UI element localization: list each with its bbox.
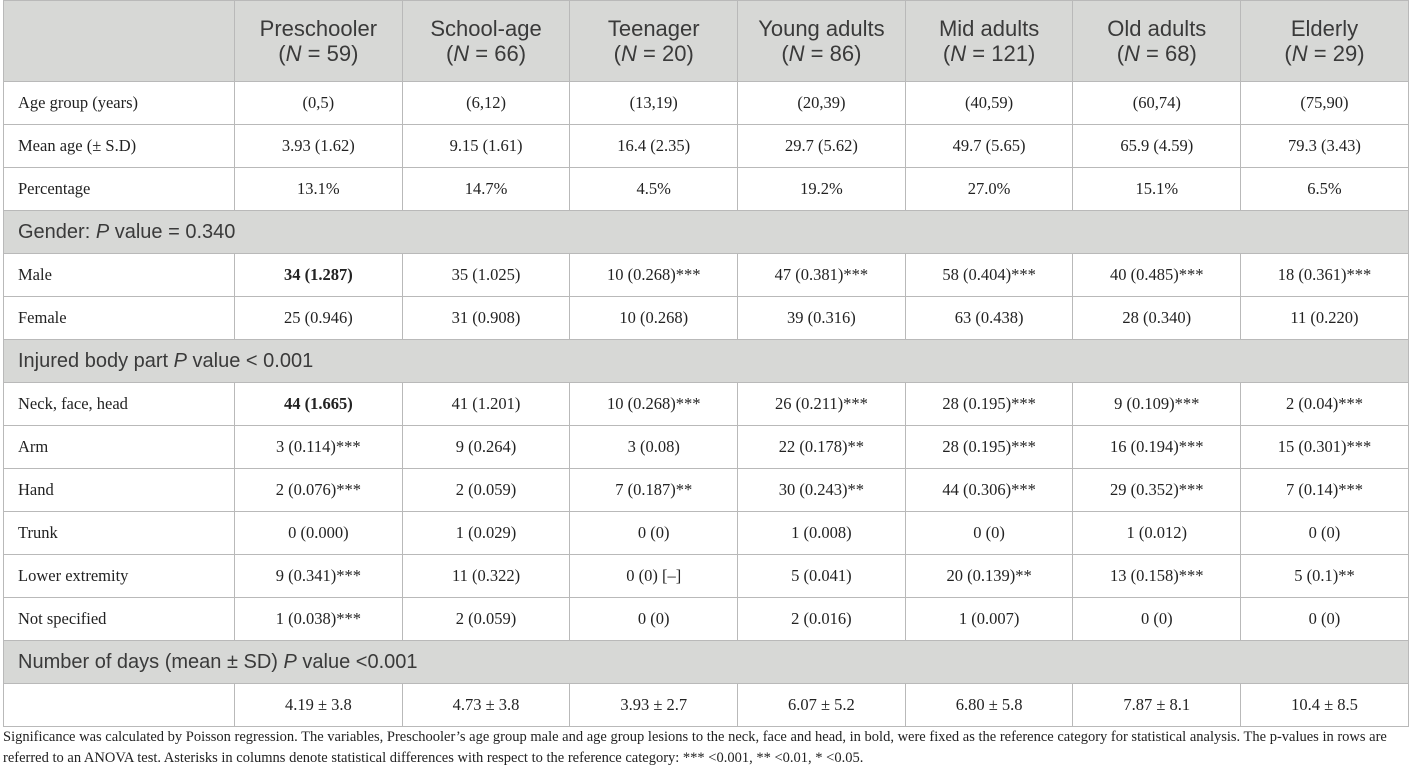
table-cell: 79.3 (3.43) (1241, 125, 1409, 168)
table-cell: 4.5% (570, 168, 738, 211)
table-cell: 6.80 ± 5.8 (905, 684, 1073, 727)
table-cell: 6.07 ± 5.2 (738, 684, 906, 727)
table-cell: 11 (0.220) (1241, 297, 1409, 340)
table-cell: (60,74) (1073, 82, 1241, 125)
table-cell: 13 (0.158)*** (1073, 555, 1241, 598)
n-symbol: N (1124, 41, 1140, 66)
row-label: Female (4, 297, 235, 340)
column-count: 29 (1332, 41, 1358, 66)
header-corner (4, 1, 235, 82)
equals-sign: = (1139, 41, 1166, 66)
p-value: value < 0.001 (187, 349, 314, 372)
table-cell: 0 (0) [–] (570, 555, 738, 598)
table-cell: 4.73 ± 3.8 (402, 684, 570, 727)
table-cell: 58 (0.404)*** (905, 254, 1073, 297)
equals-sign: = (301, 41, 327, 66)
section-header (4, 211, 1409, 254)
footnote: Significance was calculated by Poisson regression. The variables, Preschooler’s age group male and age group lesions to the neck, face and head, in bold, were fixed as the reference category for statistical analysis. The p-values in rows are referred to an ANOVA test. Asterisks in columns denote statistical differences with respect to the reference category: *** <0.001, ** <0.01, * <0.05. (3, 729, 1387, 766)
table-cell: 28 (0.340) (1073, 297, 1241, 340)
table-cell: 5 (0.1)** (1241, 555, 1409, 598)
column-header: Young adults (N = 86) (738, 1, 906, 82)
table-cell: 14.7% (402, 168, 570, 211)
table-cell: 30 (0.243)** (738, 469, 906, 512)
table-cell: 7.87 ± 8.1 (1073, 684, 1241, 727)
table-cell: 10 (0.268) (570, 297, 738, 340)
n-symbol: N (950, 41, 967, 66)
section-header-row (4, 641, 1409, 684)
table-cell: 4.19 ± 3.8 (235, 684, 403, 727)
table-cell: 25 (0.946) (235, 297, 403, 340)
equals-sign: = (804, 41, 830, 66)
table-cell: 16.4 (2.35) (570, 125, 738, 168)
column-header: Preschooler (N = 59) (235, 1, 403, 82)
table-cell: 2 (0.04)*** (1241, 383, 1409, 426)
table-cell: 7 (0.187)** (570, 469, 738, 512)
column-header: Teenager (N = 20) (570, 1, 738, 82)
table-row (4, 469, 1409, 512)
table-row (4, 598, 1409, 641)
table-cell: 1 (0.012) (1073, 512, 1241, 555)
equals-sign: = (966, 41, 992, 66)
table-cell: 6.5% (1241, 168, 1409, 211)
table-cell: 2 (0.059) (402, 469, 570, 512)
table-row (4, 168, 1409, 211)
table-cell: 65.9 (4.59) (1073, 125, 1241, 168)
row-label: Lower extremity (4, 555, 235, 598)
column-name: Elderly (1290, 16, 1359, 41)
table-cell: 3 (0.114)*** (235, 426, 403, 469)
table-cell: 0 (0) (570, 512, 738, 555)
column-count: 20 (661, 41, 687, 66)
section-header (4, 340, 1409, 383)
table-cell: 2 (0.016) (738, 598, 906, 641)
column-count: 86 (829, 41, 855, 66)
reference-value: 34 (1.287) (283, 265, 353, 284)
table-row (4, 555, 1409, 598)
table-cell: 0 (0) (1073, 598, 1241, 641)
n-symbol: N (285, 41, 302, 66)
table-cell: (75,90) (1241, 82, 1409, 125)
table-row (4, 82, 1409, 125)
section-header-row (4, 340, 1409, 383)
table-cell: 9 (0.264) (402, 426, 570, 469)
table-cell: 22 (0.178)** (738, 426, 906, 469)
table-cell: 0 (0.000) (235, 512, 403, 555)
row-label: Hand (4, 469, 235, 512)
p-symbol: P (95, 220, 110, 243)
table-row (4, 254, 1409, 297)
p-symbol: P (173, 349, 187, 372)
data-table (3, 0, 1409, 727)
table-cell: 63 (0.438) (905, 297, 1073, 340)
table-cell: 11 (0.322) (402, 555, 570, 598)
table-cell: 26 (0.211)*** (738, 383, 906, 426)
table-cell: 1 (0.038)*** (235, 598, 403, 641)
table-cell: 7 (0.14)*** (1241, 469, 1409, 512)
section-header (4, 641, 1409, 684)
table-cell: 3.93 (1.62) (235, 125, 403, 168)
table-cell: 39 (0.316) (738, 297, 906, 340)
table-body (4, 82, 1409, 727)
table-cell: 20 (0.139)** (905, 555, 1073, 598)
row-label: Age group (years) (4, 82, 235, 125)
table-cell: 35 (1.025) (402, 254, 570, 297)
p-value: value = 0.340 (109, 220, 236, 243)
table-cell: 2 (0.076)*** (235, 469, 403, 512)
section-title: Gender: (18, 220, 96, 243)
column-name: Preschooler (259, 16, 378, 41)
column-header: Elderly (N = 29) (1241, 1, 1409, 82)
table-row (4, 383, 1409, 426)
table-row (4, 684, 1409, 727)
reference-value: 44 (1.665) (283, 394, 353, 413)
table-cell: 28 (0.195)*** (905, 426, 1073, 469)
row-label: Not specified (4, 598, 235, 641)
table-cell: 1 (0.008) (738, 512, 906, 555)
table-cell: (20,39) (738, 82, 906, 125)
table-cell: 0 (0) (570, 598, 738, 641)
table-cell: 41 (1.201) (402, 383, 570, 426)
row-label: Neck, face, head (4, 383, 235, 426)
n-symbol: N (453, 41, 470, 66)
table-cell: 9 (0.341)*** (235, 555, 403, 598)
row-label: Arm (4, 426, 235, 469)
table-cell: 10 (0.268)*** (570, 383, 738, 426)
n-symbol: N (1291, 41, 1308, 66)
table-cell: 15.1% (1073, 168, 1241, 211)
table-cell: 29.7 (5.62) (738, 125, 906, 168)
row-label: Percentage (4, 168, 235, 211)
equals-sign: = (469, 41, 495, 66)
row-label: Mean age (± S.D) (4, 125, 235, 168)
table-cell: (13,19) (570, 82, 738, 125)
table-cell: 40 (0.485)*** (1073, 254, 1241, 297)
table-row (4, 125, 1409, 168)
equals-sign: = (1307, 41, 1333, 66)
column-name: Teenager (607, 16, 700, 41)
table-cell: 47 (0.381)*** (738, 254, 906, 297)
n-symbol: N (620, 41, 637, 66)
table-cell: (40,59) (905, 82, 1073, 125)
row-label (4, 684, 235, 727)
table-cell: 44 (0.306)*** (905, 469, 1073, 512)
column-header: Old adults (N = 68) (1073, 1, 1241, 82)
table-cell: 1 (0.029) (402, 512, 570, 555)
table-cell: 28 (0.195)*** (905, 383, 1073, 426)
table-cell: 19.2% (738, 168, 906, 211)
column-header: Mid adults (N = 121) (905, 1, 1073, 82)
table-cell: 9.15 (1.61) (402, 125, 570, 168)
table-cell: 18 (0.361)*** (1241, 254, 1409, 297)
column-header: School-age (N = 66) (402, 1, 570, 82)
table-cell: 9 (0.109)*** (1073, 383, 1241, 426)
table-cell: 2 (0.059) (402, 598, 570, 641)
section-header-row (4, 211, 1409, 254)
table-cell: 13.1% (235, 168, 403, 211)
table-cell: (6,12) (402, 82, 570, 125)
section-title: Injured body part (18, 349, 174, 372)
p-value: value <0.001 (296, 650, 418, 673)
table-cell: 49.7 (5.65) (905, 125, 1073, 168)
column-name: School-age (430, 16, 542, 41)
table-cell: 0 (0) (1241, 598, 1409, 641)
column-name: Old adults (1107, 16, 1207, 41)
table-cell: 31 (0.908) (402, 297, 570, 340)
column-name: Young adults (758, 16, 885, 41)
table-cell: 10.4 ± 8.5 (1241, 684, 1409, 727)
n-symbol: N (788, 41, 805, 66)
table-row (4, 297, 1409, 340)
column-count: 68 (1165, 41, 1190, 66)
table-cell: 1 (0.007) (905, 598, 1073, 641)
column-name: Mid adults (938, 16, 1040, 41)
table-row (4, 426, 1409, 469)
table-cell: 10 (0.268)*** (570, 254, 738, 297)
column-count: 59 (326, 41, 352, 66)
table-row (4, 512, 1409, 555)
table-cell: 29 (0.352)*** (1073, 469, 1241, 512)
section-title: Number of days (mean ± SD) (18, 650, 284, 673)
table-cell: 5 (0.041) (738, 555, 906, 598)
column-count: 66 (494, 41, 519, 66)
row-label: Male (4, 254, 235, 297)
table-cell: 0 (0) (1241, 512, 1409, 555)
table-cell: 3 (0.08) (570, 426, 738, 469)
table-cell: 15 (0.301)*** (1241, 426, 1409, 469)
table-cell: 0 (0) (905, 512, 1073, 555)
row-label: Trunk (4, 512, 235, 555)
table-container (3, 0, 1408, 727)
equals-sign: = (636, 41, 662, 66)
table-cell: 27.0% (905, 168, 1073, 211)
table-cell: (0,5) (235, 82, 403, 125)
table-cell (235, 254, 403, 297)
column-count: 121 (991, 41, 1028, 66)
table-cell: 3.93 ± 2.7 (570, 684, 738, 727)
p-symbol: P (283, 650, 297, 673)
table-cell (235, 383, 403, 426)
table-cell: 16 (0.194)*** (1073, 426, 1241, 469)
header-row (4, 1, 1409, 82)
